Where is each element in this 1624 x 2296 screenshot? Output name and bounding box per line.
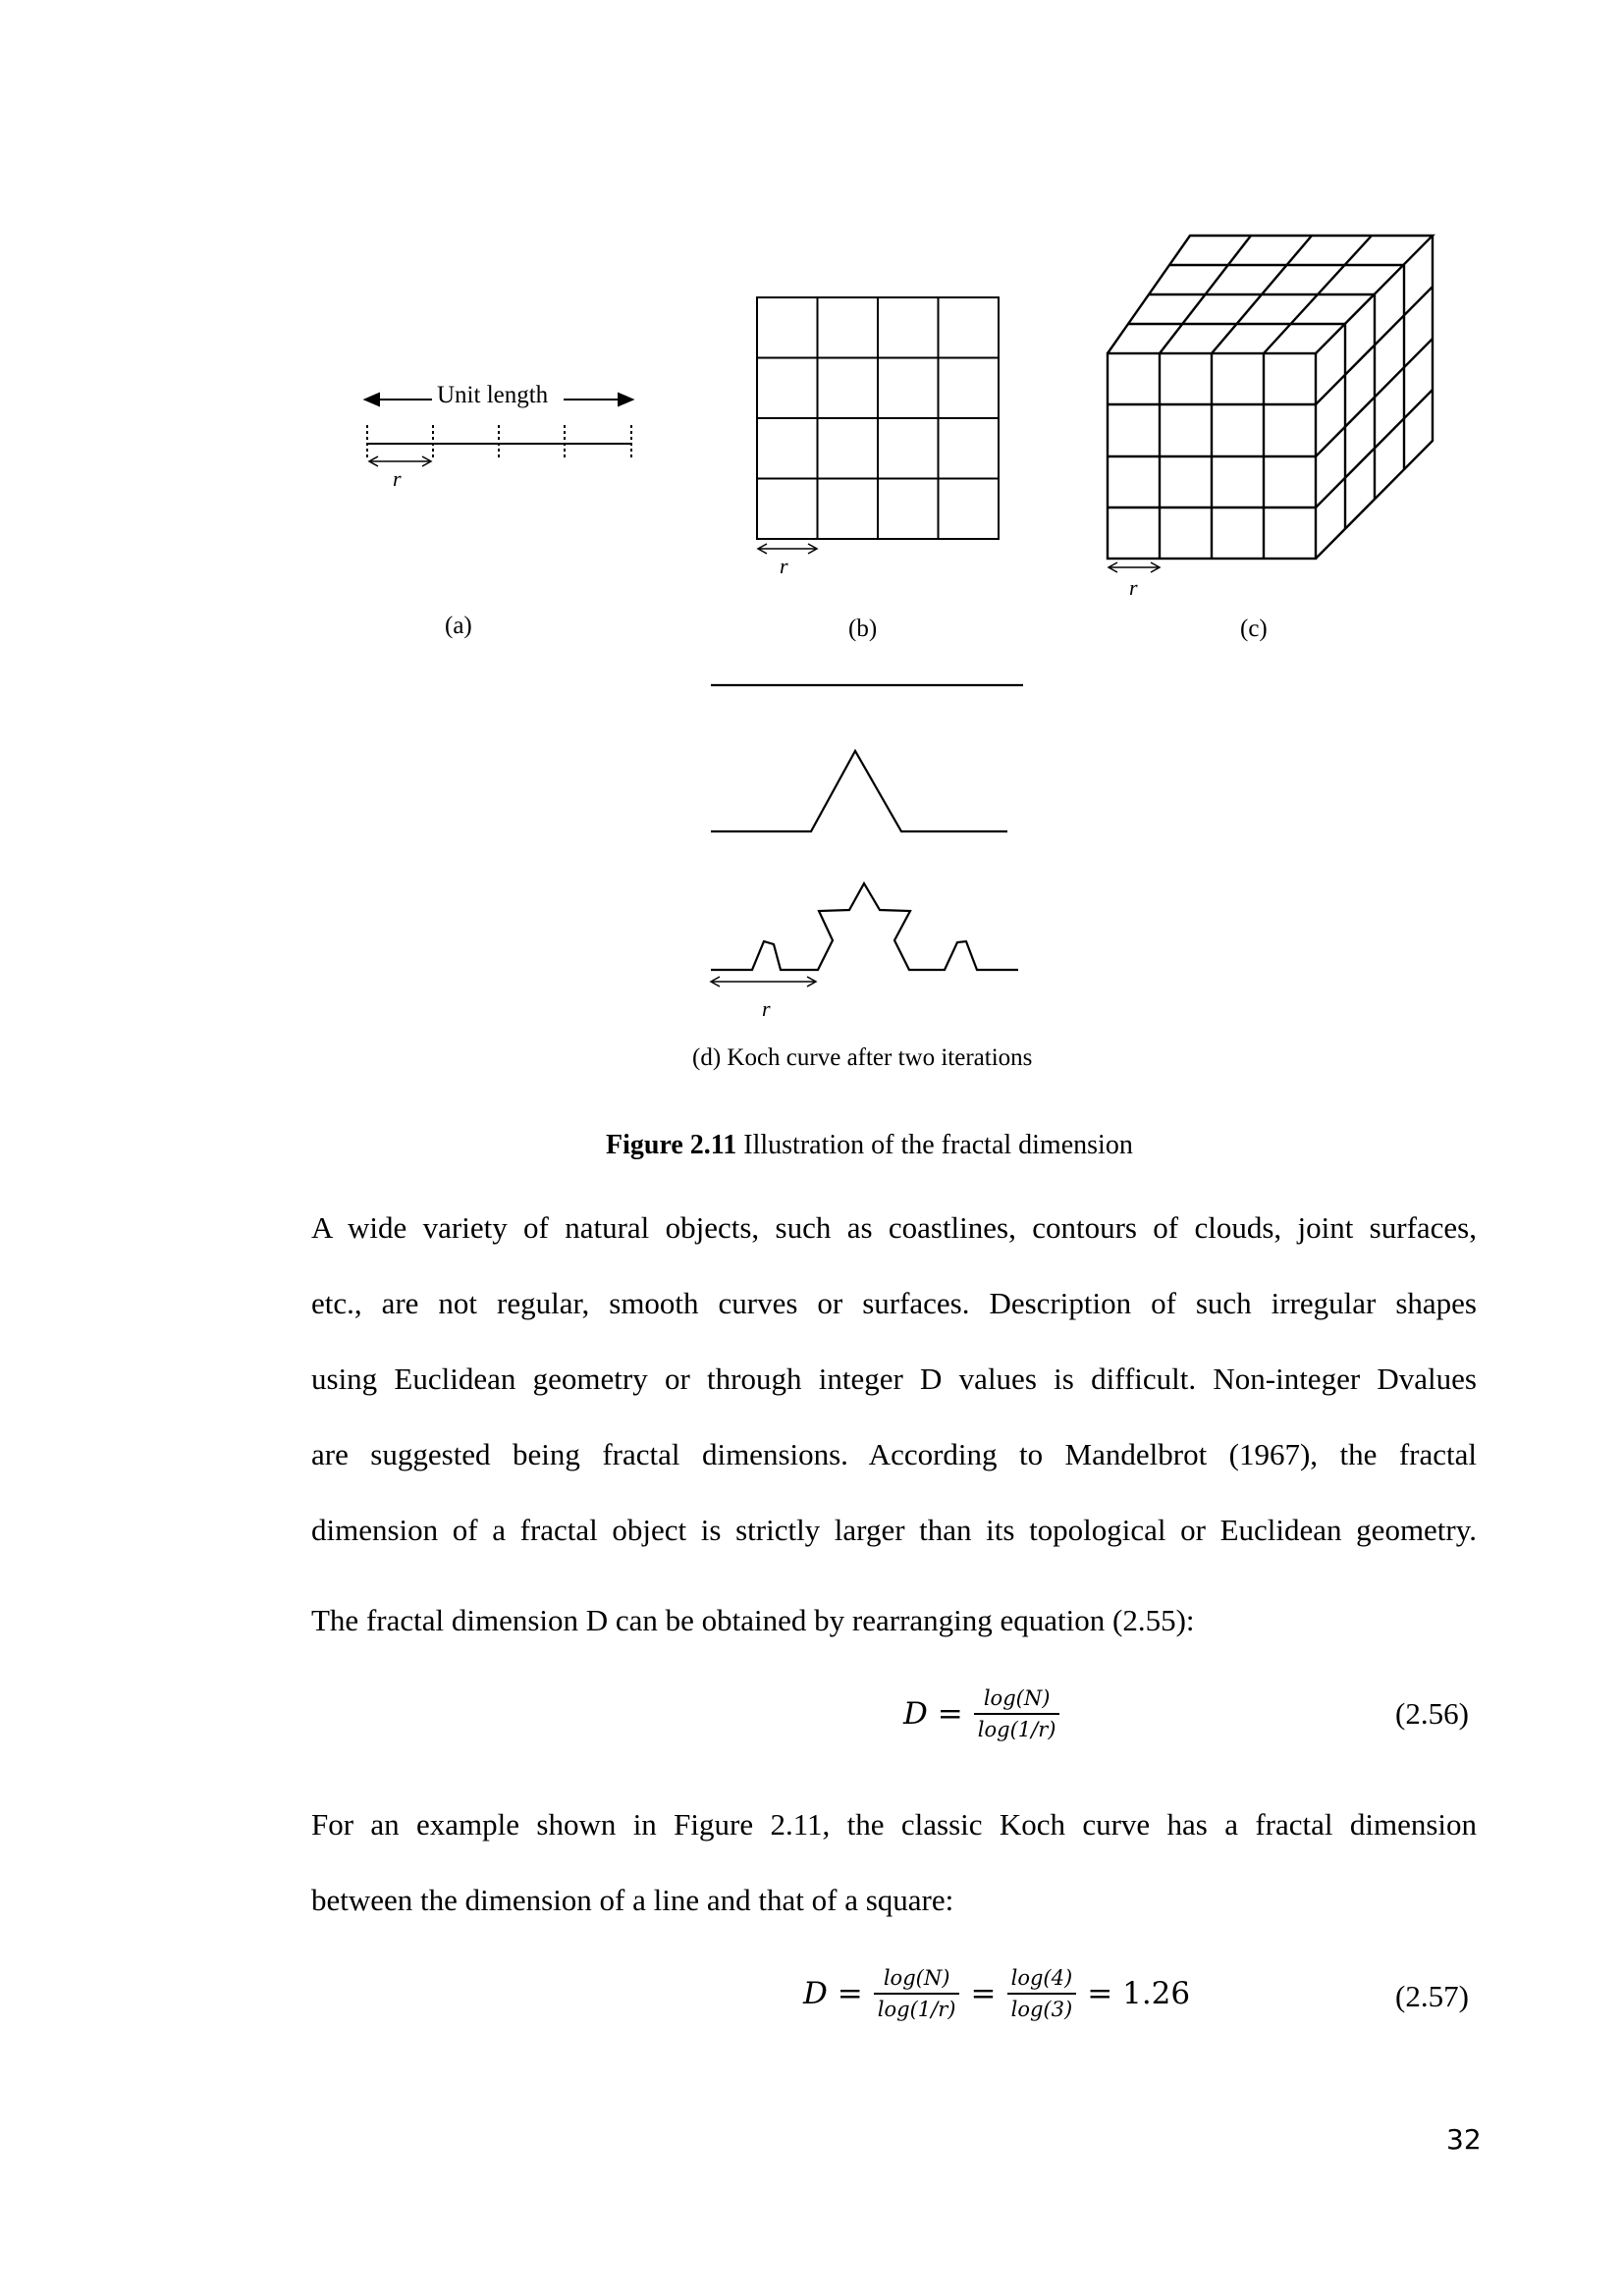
paragraph-line: dimension of a fractal object is strictly larger than its topological or Euclidean geometry. [311,1513,1477,1547]
eq257-denominator-1: log(1/r) [877,1998,956,2021]
figure-2-11 [0,0,1624,1139]
paragraph-line: etc., are not regular, smooth curves or surfaces. Description of such irregular shapes [311,1286,1477,1320]
eq257-denominator-2: log(3) [1010,1998,1073,2021]
panel-d-caption: (d) Koch curve after two iterations [692,1044,1033,1071]
eq256-lhs: D = [903,1696,963,1732]
equation-2-56-number: (2.56) [1395,1696,1469,1731]
paragraph-line: For an example shown in Figure 2.11, the classic Koch curve has a fractal dimension [311,1807,1477,1842]
unit-length-label: Unit length [437,382,549,408]
eq257-numerator-2: log(4) [1007,1966,1077,1995]
panel-b-r-label: r [780,554,788,578]
equation-2-57 [803,1966,1190,2021]
figure-caption [606,1130,1133,1161]
paragraph-line: A wide variety of natural objects, such as coastlines, contours of clouds, joint surfaces, [311,1210,1477,1245]
eq257-equals: = [970,1976,997,2011]
figure-caption-label: Figure 2.11 [606,1130,737,1160]
equation-2-56 [903,1686,1065,1741]
eq256-fraction [974,1686,1060,1741]
paragraph-line: between the dimension of a line and that of a square: [311,1883,954,1917]
panel-a-caption: (a) [445,613,472,639]
panel-c-r-label: r [1129,575,1138,600]
figure-caption-text: Illustration of the fractal dimension [736,1130,1133,1160]
eq257-numerator-1: log(N) [874,1966,960,1995]
paragraph-2: The fractal dimension D can be obtained by rearranging equation (2.55): [311,1603,1195,1637]
panel-c-cube [1108,236,1433,572]
panel-a-r-label: r [393,466,402,491]
eq257-result: = 1.26 [1087,1976,1191,2011]
equation-2-57-number: (2.57) [1395,1979,1469,2013]
paragraph-line: using Euclidean geometry or through integer D values is difficult. Non-integer Dvalues [311,1362,1477,1396]
eq257-fraction-1 [874,1966,960,2021]
paragraph-line: are suggested being fractal dimensions. According to Mandelbrot (1967), the fractal [311,1437,1477,1471]
eq257-lhs: D = [803,1976,863,2011]
eq256-numerator: log(N) [974,1686,1060,1715]
panel-c-caption: (c) [1240,615,1268,642]
panel-d-r-label: r [762,996,771,1021]
eq256-denominator: log(1/r) [977,1718,1056,1741]
panel-d-koch [711,685,1023,987]
page-number: 32 [1446,2123,1482,2156]
eq257-fraction-2 [1007,1966,1077,2021]
panel-b-grid [757,297,999,554]
panel-b-caption: (b) [848,615,878,642]
